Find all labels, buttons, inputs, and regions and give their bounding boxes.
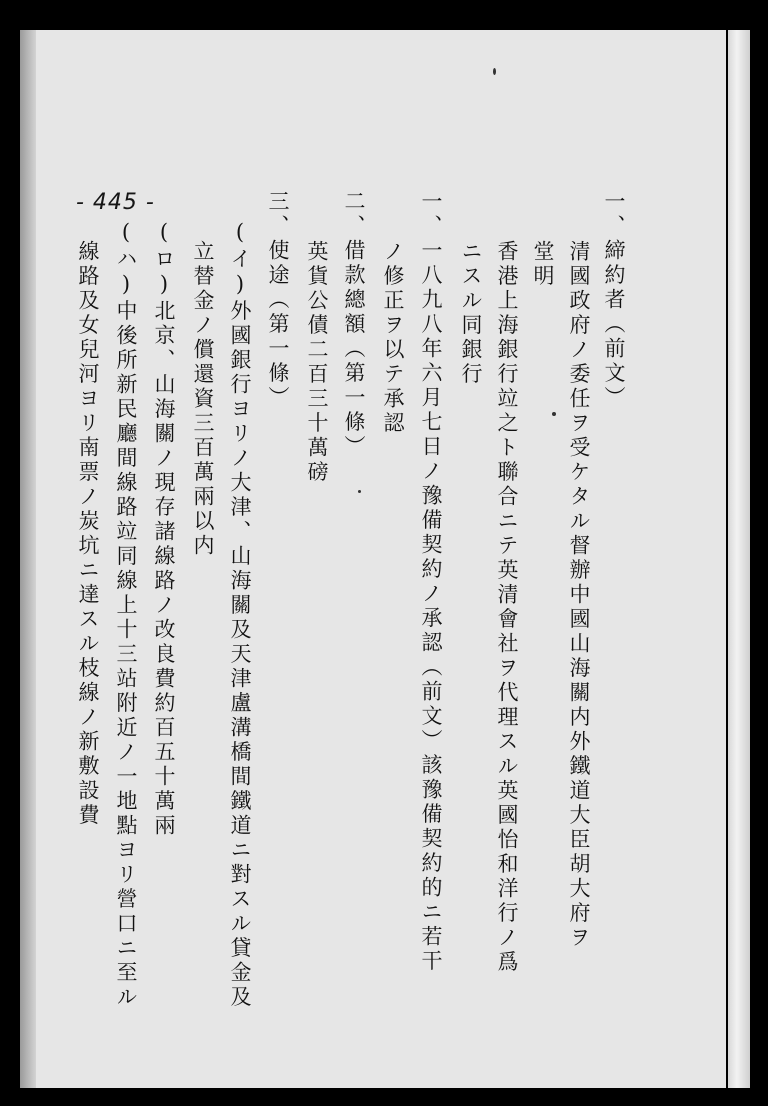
text-column-4: 香港上海銀行竝之ト聯合ニテ英清會社ヲ代理スル英國怡和洋行ノ爲 — [495, 240, 519, 975]
text-column-15: 線路及女兒河ヨリ南票ノ炭坑ニ達スル枝線ノ新敷設費 — [76, 240, 100, 828]
text-column-12: 立替金ノ償還資三百萬兩以内 — [191, 240, 215, 559]
page-number: - 445 - — [76, 190, 155, 215]
text-column-8: 二、借款總額（第一條） — [342, 190, 366, 460]
binding-edge — [20, 30, 36, 1088]
text-column-9: 英貨公債二百三十萬磅 — [305, 240, 329, 485]
text-column-6: 一、一八九八年六月七日ノ豫備契約ノ承認（前文）該豫備契約的ニ若干 — [419, 190, 443, 974]
text-column-10: 三、使途（第一條） — [266, 190, 290, 411]
text-column-14: (ハ)中後所新民廳間線路竝同線上十三站附近ノ一地點ヨリ營口ニ至ル — [114, 220, 138, 1010]
scan-speck — [493, 68, 496, 75]
text-column-7: ノ修正ヲ以テ承認 — [381, 240, 405, 436]
adjacent-page-edge — [728, 30, 750, 1088]
scan-speck — [552, 412, 556, 416]
text-column-13: (ロ)北京、山海關ノ現存諸線路ノ改良費約百五十萬兩 — [152, 220, 176, 839]
text-column-11: (イ)外國銀行ヨリノ大津、山海關及天津盧溝橋間鐵道ニ對スル貸金及 — [228, 220, 252, 1010]
scan-speck — [358, 490, 361, 493]
text-column-3: 堂明 — [531, 240, 555, 289]
text-column-5: ニスル同銀行 — [459, 240, 483, 387]
text-column-2: 清國政府ノ委任ヲ受ケタル督辦中國山海關内外鐵道大臣胡大府ヲ — [567, 240, 591, 951]
document-page — [20, 30, 726, 1088]
text-column-1: 一、締約者（前文） — [602, 190, 626, 411]
